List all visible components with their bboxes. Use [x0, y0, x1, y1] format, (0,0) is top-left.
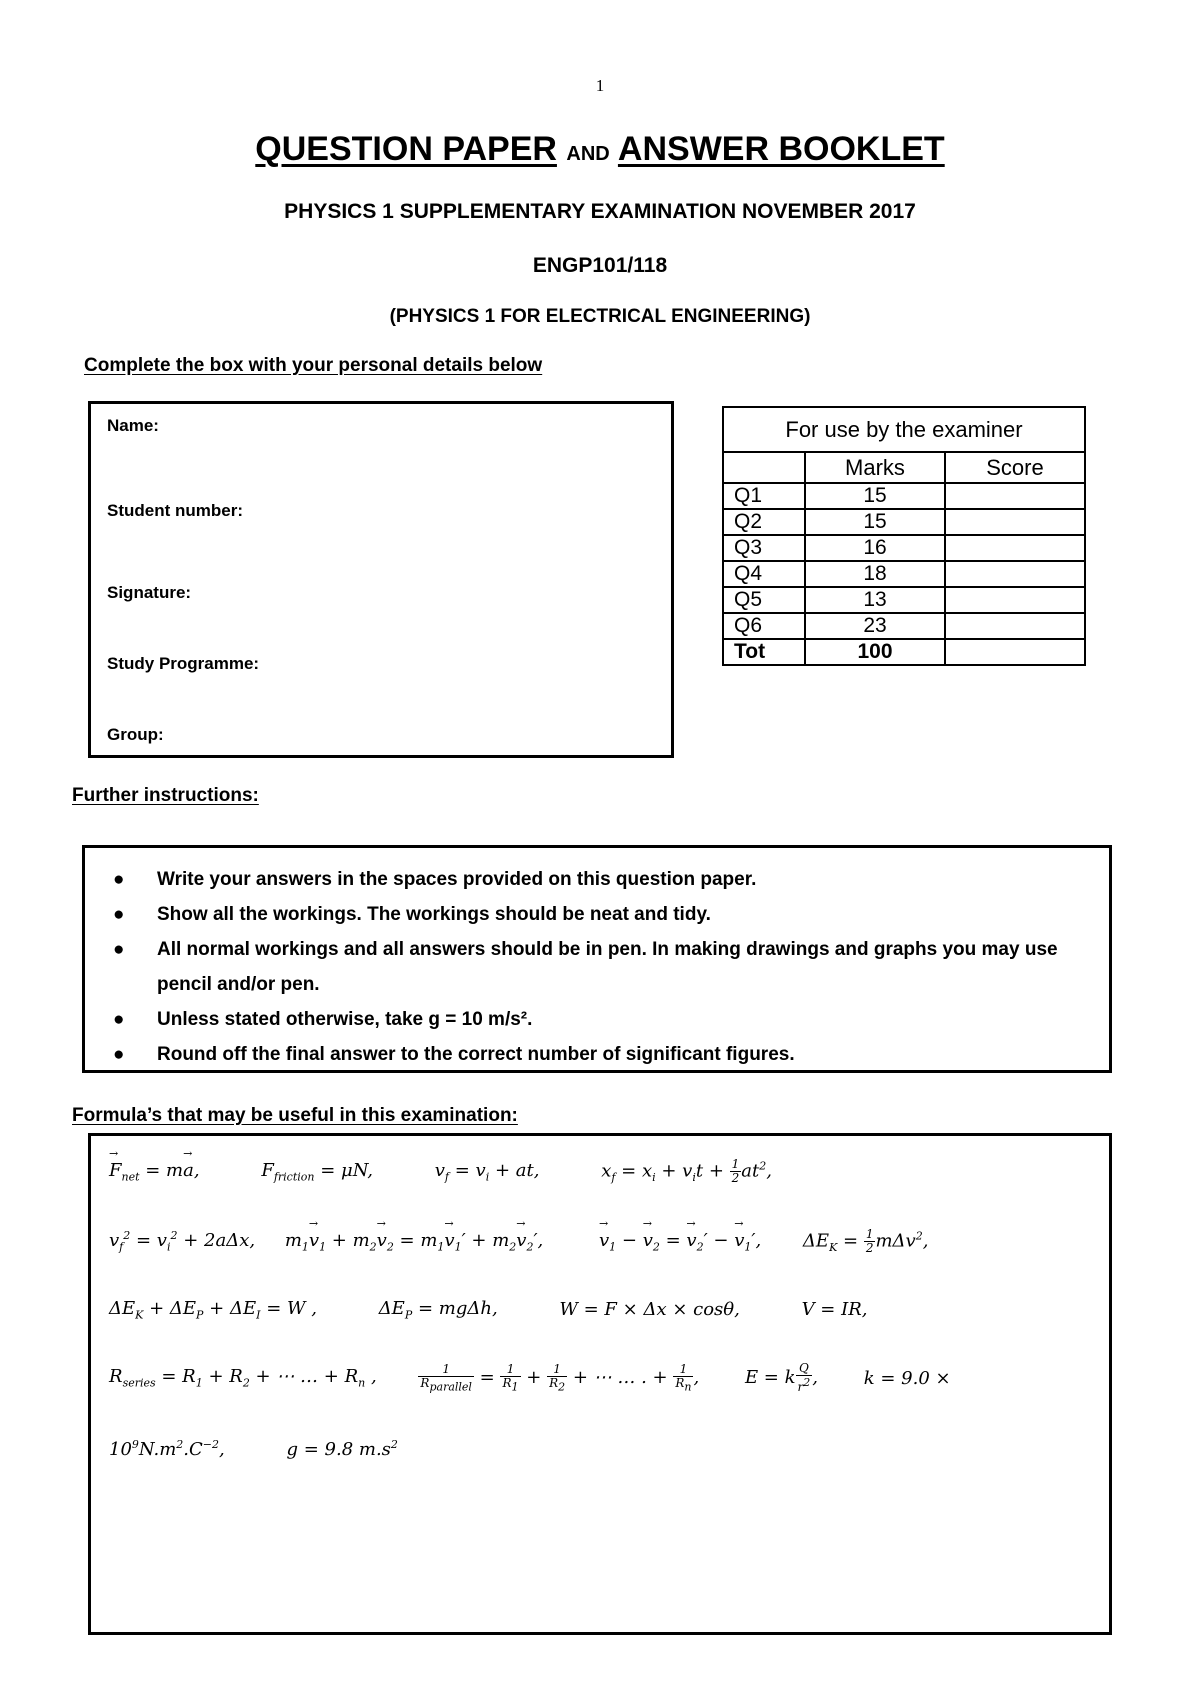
- table-row: [723, 561, 1085, 587]
- score-cell: [945, 587, 1085, 613]
- formula-elastic: → $v_1$ − → $v_2$ = → $v_2'$ − → $v_1'$,: [599, 1230, 761, 1254]
- instruction-text: Show all the workings. The workings should be neat and tidy.: [157, 904, 711, 925]
- question-cell: Q2: [723, 509, 805, 535]
- table-row: [723, 613, 1085, 639]
- group-label: Group:: [107, 725, 164, 744]
- formula-row-1: [109, 1158, 828, 1185]
- formula-parallel: $\frac{1}{R_{parallel}}$ = $\frac{1}{R_1}$ + $\frac{1}{R_2}$ + ⋯ … . + $\frac{1}{R_n}$ ,: [420, 1361, 700, 1394]
- marks-cell: 13: [805, 587, 945, 613]
- instructions-list: [109, 862, 1089, 1072]
- question-cell: Q6: [723, 613, 805, 639]
- formula-velocity: $v_f = v_i$ + at,: [434, 1159, 540, 1184]
- score-cell: [945, 561, 1085, 587]
- name-label: Name:: [107, 416, 159, 435]
- title-join: AND: [566, 143, 610, 165]
- marks-cell: 18: [805, 561, 945, 587]
- exam-subtitle: PHYSICS 1 SUPPLEMENTARY EXAMINATION NOVEMBER 2017: [284, 200, 916, 223]
- list-item: [109, 862, 1089, 897]
- list-item: [109, 932, 1089, 1002]
- formula-gravity: g = 9.8 $m.s^2$: [286, 1438, 398, 1460]
- formula-row-5: [109, 1438, 454, 1460]
- course-code: ENGP101/118: [532, 254, 668, 277]
- bullet-icon: ●: [113, 869, 125, 890]
- score-cell: [945, 483, 1085, 509]
- marks-cell: 15: [805, 509, 945, 535]
- marks-cell: 16: [805, 535, 945, 561]
- question-cell: Q1: [723, 483, 805, 509]
- list-item: [109, 1037, 1089, 1072]
- details-heading: Complete the box with your personal details below: [84, 355, 543, 376]
- total-label: Tot: [723, 639, 805, 665]
- col-score: Score: [945, 452, 1085, 483]
- formula-kinetic-energy: $\Delta E_K$ = $\frac{1}{2}$ mΔv$^2$,: [802, 1227, 929, 1255]
- examiner-title: For use by the examiner: [723, 407, 1085, 452]
- list-item: [109, 897, 1089, 932]
- total-row: [723, 639, 1085, 665]
- study-programme-label: Study Programme:: [107, 654, 260, 673]
- formula-box: [88, 1133, 1112, 1635]
- formula-work: W = F × Δx × cosθ,: [559, 1299, 740, 1321]
- page-number: 1: [595, 76, 605, 95]
- marks-cell: 15: [805, 483, 945, 509]
- formula-newton: → $F_{net} = m\to a$,: [109, 1160, 200, 1184]
- bullet-icon: ●: [113, 939, 125, 960]
- formula-momentum: $m_1\to v_1 + m_2\to v_2 = m_1\to v_1' + m_2\to v_2'$,: [285, 1230, 543, 1254]
- total-score-cell: [945, 639, 1085, 665]
- total-marks: 100: [805, 639, 945, 665]
- question-cell: Q3: [723, 535, 805, 561]
- instruction-text: Unless stated otherwise, take g = 10 m/s².: [157, 1009, 533, 1030]
- marks-cell: 23: [805, 613, 945, 639]
- formula-k-constant: k = 9.0 ×: [863, 1367, 951, 1389]
- formulas-heading: Formula’s that may be useful in this examination:: [72, 1105, 518, 1126]
- col-blank: [723, 452, 805, 483]
- score-cell: [945, 535, 1085, 561]
- formula-potential-energy: $\Delta E_P = mg\Delta h$,: [378, 1298, 498, 1322]
- table-row: [723, 535, 1085, 561]
- formula-work-energy: $\Delta E_K + \Delta E_P + \Delta E_I = W$ ,: [109, 1298, 317, 1322]
- formula-series: $R_{series} = R_1 + R_2$ + ⋯ … + $R_n$ ,: [109, 1366, 377, 1390]
- formula-friction: $F_{friction} = \mu N$,: [261, 1159, 374, 1184]
- examiner-table: [722, 406, 1086, 666]
- signature-label: Signature:: [107, 583, 192, 602]
- title-part-2: ANSWER BOOKLET: [617, 130, 945, 168]
- score-cell: [945, 509, 1085, 535]
- formula-k-constant-cont: $10^9N.m^2.C^{-2}$,: [109, 1438, 225, 1460]
- formula-row-2: [109, 1228, 984, 1255]
- formula-row-4: [109, 1362, 951, 1394]
- instructions-box: [82, 845, 1112, 1073]
- instruction-text: Round off the final answer to the correct number of significant figures.: [157, 1044, 795, 1065]
- table-row: [723, 509, 1085, 535]
- bullet-icon: ●: [113, 904, 125, 925]
- score-cell: [945, 613, 1085, 639]
- formula-row-3: [109, 1298, 924, 1322]
- instruction-text: Write your answers in the spaces provided on this question paper.: [157, 869, 757, 890]
- table-row: [723, 483, 1085, 509]
- list-item: [109, 1002, 1089, 1037]
- question-cell: Q5: [723, 587, 805, 613]
- bullet-icon: ●: [113, 1009, 125, 1030]
- col-marks: Marks: [805, 452, 945, 483]
- question-cell: Q4: [723, 561, 805, 587]
- formula-ohm: V = IR,: [801, 1299, 868, 1321]
- instruction-text: All normal workings and all answers should be in pen. In making drawings and graphs you may use pencil and/or pen.: [157, 939, 1058, 995]
- student-number-label: Student number:: [107, 501, 243, 520]
- formula-kinematics: $v_f^2 = v_i^2 + 2a\Delta x$,: [109, 1229, 256, 1254]
- bullet-icon: ●: [113, 1044, 125, 1065]
- main-title: [0, 130, 1200, 169]
- formula-coulomb: E = k $\frac{Q}{r^2}$ ,: [744, 1361, 818, 1394]
- formula-position: $x_f = x_i + v_it$ + $\frac{1}{2}$ $at^2$,: [601, 1157, 772, 1185]
- personal-details-box: [88, 401, 674, 758]
- title-part-1: QUESTION PAPER: [255, 130, 557, 168]
- course-name: (PHYSICS 1 FOR ELECTRICAL ENGINEERING): [389, 306, 811, 327]
- table-row: [723, 587, 1085, 613]
- instructions-heading: Further instructions:: [72, 785, 259, 806]
